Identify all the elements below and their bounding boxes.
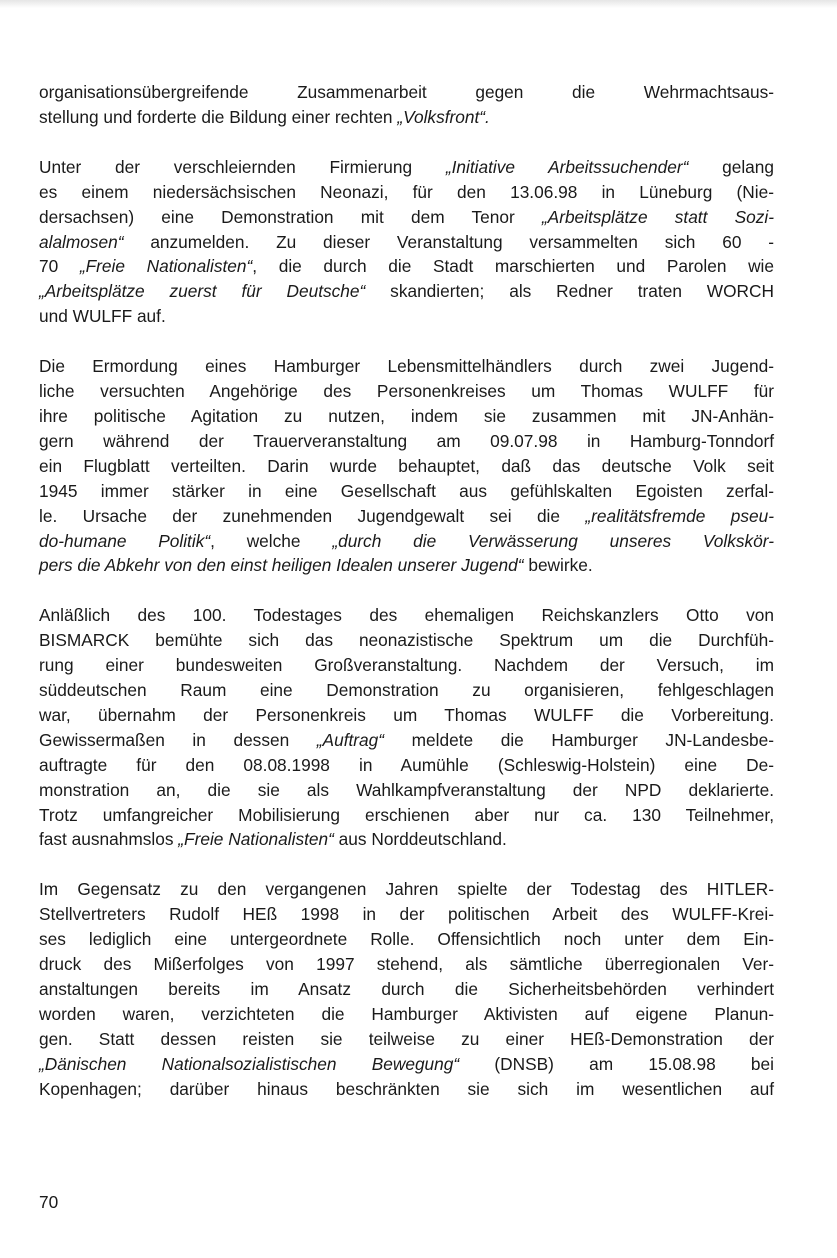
text-line bbox=[39, 155, 774, 180]
italic-segment: „realitätsfremde pseu- bbox=[585, 505, 774, 526]
text-segment: worden waren, verzichteten die Hamburger Aktivisten auf eigene Planun- bbox=[39, 1003, 774, 1024]
text-segment: auftragte für den 08.08.1998 in Aumühle (Schleswig-Holstein) eine De- bbox=[39, 754, 774, 775]
text-segment: süddeutschen Raum eine Demonstration zu organisieren, fehlgeschlagen bbox=[39, 680, 774, 701]
text-segment: ein Flugblatt verteilten. Darin wurde behauptet, daß das deutsche Volk seit bbox=[39, 455, 774, 476]
text-segment: gen. Statt dessen reisten sie teilweise zu einer HEß-Demonstration der bbox=[39, 1028, 774, 1049]
text-line bbox=[39, 404, 774, 429]
paragraph bbox=[39, 80, 774, 130]
italic-segment: „Initiative Arbeitssuchender“ bbox=[445, 156, 689, 177]
text-line bbox=[39, 80, 774, 105]
text-line bbox=[39, 977, 774, 1002]
text-line bbox=[39, 504, 774, 529]
text-segment: Trotz umfangreicher Mobilisierung erschienen aber nur ca. 130 Teilnehmer, bbox=[39, 804, 774, 825]
text-segment: Stellvertreters Rudolf HEß 1998 in der politischen Arbeit des WULFF-Krei- bbox=[39, 904, 774, 925]
text-segment: aus Norddeutschland. bbox=[333, 829, 507, 850]
text-line bbox=[39, 803, 774, 828]
text-line bbox=[39, 529, 774, 554]
text-line bbox=[39, 379, 774, 404]
paragraph bbox=[39, 603, 774, 852]
italic-segment: „Arbeitsplätze statt Sozi- bbox=[541, 206, 774, 227]
text-segment: liche versuchten Angehörige des Personenkreises um Thomas WULFF für bbox=[39, 381, 774, 402]
text-segment: es einem niedersächsischen Neonazi, für den 13.06.98 in Lüneburg (Nie- bbox=[39, 181, 774, 202]
text-segment: Gewissermaßen in dessen bbox=[39, 729, 317, 750]
italic-segment: do-humane Politik“ bbox=[39, 530, 211, 551]
text-line bbox=[39, 827, 774, 852]
text-line bbox=[39, 1052, 774, 1077]
text-segment: 70 bbox=[39, 256, 80, 277]
text-line bbox=[39, 952, 774, 977]
text-segment: organisationsübergreifende Zusammenarbeit gegen die Wehrmachtsaus- bbox=[39, 82, 774, 102]
text-segment: Kopenhagen; darüber hinaus beschränkten sie sich im wesentlichen auf bbox=[39, 1078, 774, 1099]
text-line bbox=[39, 778, 774, 803]
text-line bbox=[39, 877, 774, 902]
italic-segment: „durch die Verwässerung unseres Volkskör- bbox=[332, 530, 774, 551]
text-segment: Unter der verschleiernden Firmierung bbox=[39, 156, 446, 177]
text-segment: skandierten; als Redner traten WORCH bbox=[365, 281, 775, 302]
text-segment: (DNSB) am 15.08.98 bei bbox=[459, 1053, 774, 1074]
text-segment: dersachsen) eine Demonstration mit dem Tenor bbox=[39, 206, 542, 227]
text-segment: Im Gegensatz zu den vergangenen Jahren spielte der Todestag des HITLER- bbox=[39, 879, 774, 900]
text-segment: meldete die Hamburger JN-Landesbe- bbox=[384, 729, 774, 750]
text-line bbox=[39, 205, 774, 230]
text-line bbox=[39, 1027, 774, 1052]
italic-segment: „Freie Nationalisten“ bbox=[178, 829, 334, 850]
text-line bbox=[39, 703, 774, 728]
text-line bbox=[39, 429, 774, 454]
text-segment: , die durch die Stadt marschierten und Parolen wie bbox=[252, 256, 775, 277]
text-line bbox=[39, 254, 774, 279]
italic-segment: „Freie Nationalisten“ bbox=[79, 256, 253, 277]
paragraph bbox=[39, 354, 774, 578]
italic-segment: „Arbeitsplätze zuerst für Deutsche“ bbox=[39, 281, 366, 302]
italic-segment: „Volksfront“. bbox=[397, 106, 490, 127]
text-line bbox=[39, 603, 774, 628]
text-segment: anstaltungen bereits im Ansatz durch die Sicherheitsbehörden verhindert bbox=[39, 979, 774, 999]
text-line bbox=[39, 728, 774, 753]
text-line bbox=[39, 553, 774, 578]
text-segment: stellung und forderte die Bildung einer rechten bbox=[39, 106, 398, 127]
text-line bbox=[39, 304, 774, 329]
text-segment: ihre politische Agitation zu nutzen, indem sie zusammen mit JN-Anhän- bbox=[39, 405, 774, 426]
text-segment: war, übernahm der Personenkreis um Thomas WULFF die Vorbereitung. bbox=[39, 704, 774, 725]
text-line bbox=[39, 753, 774, 778]
text-segment: bewirke. bbox=[523, 555, 593, 576]
text-line bbox=[39, 927, 774, 952]
text-segment: ses lediglich eine untergeordnete Rolle. Offensichtlich noch unter dem Ein- bbox=[39, 929, 774, 950]
text-line bbox=[39, 678, 774, 703]
text-line bbox=[39, 354, 774, 379]
text-line bbox=[39, 653, 774, 678]
text-line bbox=[39, 902, 774, 927]
text-segment: gern während der Trauerveranstaltung am 09.07.98 in Hamburg-Tonndorf bbox=[39, 430, 774, 451]
text-segment: fast ausnahmslos bbox=[39, 829, 179, 850]
text-line bbox=[39, 279, 774, 304]
italic-segment: „Auftrag“ bbox=[316, 729, 385, 750]
text-segment: rung einer bundesweiten Großveranstaltung. Nachdem der Versuch, im bbox=[39, 655, 774, 676]
text-line bbox=[39, 628, 774, 653]
paragraph bbox=[39, 155, 774, 329]
text-line bbox=[39, 454, 774, 479]
text-line bbox=[39, 1077, 774, 1102]
text-line bbox=[39, 1002, 774, 1027]
scan-top-edge bbox=[0, 0, 837, 8]
text-segment: anzumelden. Zu dieser Veranstaltung versammelten sich 60 - bbox=[123, 231, 774, 252]
text-segment: monstration an, die sie als Wahlkampfveranstaltung der NPD deklarierte. bbox=[39, 779, 774, 800]
text-segment: gelang bbox=[688, 156, 774, 177]
text-segment: und WULFF auf. bbox=[39, 306, 166, 327]
text-segment: Anläßlich des 100. Todestages des ehemaligen Reichskanzlers Otto von bbox=[39, 605, 774, 626]
page-number: 70 bbox=[39, 1192, 59, 1212]
italic-segment: „Dänischen Nationalsozialistischen Bewegung“ bbox=[39, 1053, 460, 1074]
text-segment: , welche bbox=[210, 530, 333, 551]
italic-segment: alalmosen“ bbox=[39, 231, 124, 252]
text-line bbox=[39, 479, 774, 504]
text-segment: Die Ermordung eines Hamburger Lebensmittelhändlers durch zwei Jugend- bbox=[39, 356, 774, 377]
paragraph bbox=[39, 877, 774, 1101]
text-line bbox=[39, 105, 774, 130]
document-body bbox=[39, 80, 774, 1127]
text-line bbox=[39, 230, 774, 255]
text-line bbox=[39, 180, 774, 205]
text-segment: druck des Mißerfolges von 1997 stehend, als sämtliche überregionalen Ver- bbox=[39, 954, 774, 975]
text-segment: 1945 immer stärker in eine Gesellschaft aus gefühlskalten Egoisten zerfal- bbox=[39, 480, 774, 501]
text-segment: le. Ursache der zunehmenden Jugendgewalt sei die bbox=[39, 505, 586, 526]
italic-segment: pers die Abkehr von den einst heiligen Idealen unserer Jugend“ bbox=[39, 555, 524, 576]
text-segment: BISMARCK bemühte sich das neonazistische Spektrum um die Durchfüh- bbox=[39, 630, 774, 651]
